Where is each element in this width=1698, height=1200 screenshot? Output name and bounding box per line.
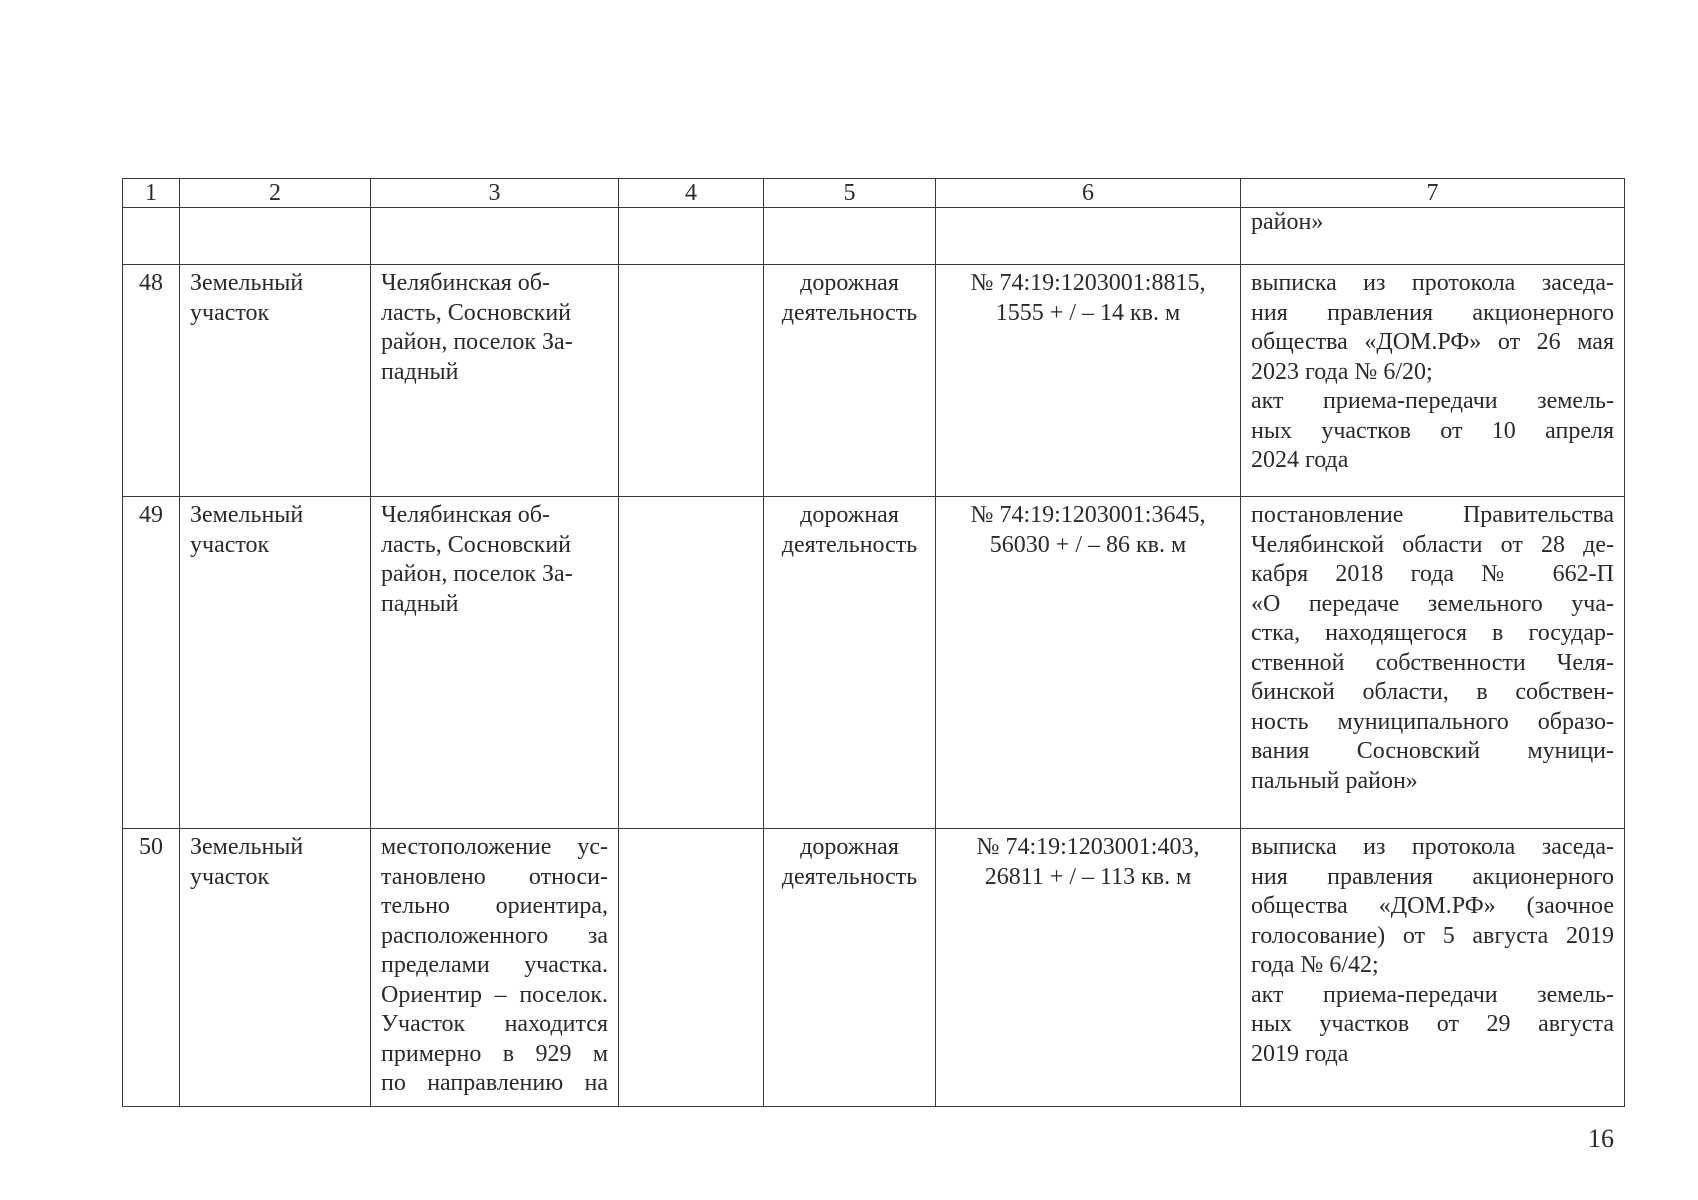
location-line: по направлению на xyxy=(381,1070,608,1096)
basis-line: 2019 года xyxy=(1251,1040,1349,1067)
ownership-basis xyxy=(1241,497,1625,829)
cell xyxy=(123,208,180,265)
basis-line: ных участков от 10 апреля xyxy=(1251,417,1614,444)
cell xyxy=(936,208,1241,265)
plot-area: 1555 + / – 14 кв. м xyxy=(995,299,1181,326)
location-line: район, поселок За- xyxy=(381,329,573,355)
basis-line: ния правления акционерного xyxy=(1251,863,1614,890)
object-location xyxy=(371,497,619,829)
basis-line: ность муниципального образо- xyxy=(1251,708,1614,735)
basis-line: Челябинской области от 28 де- xyxy=(1251,531,1614,558)
basis-line: 2023 года № 6/20; xyxy=(1251,358,1433,385)
basis-line: общества «ДОМ.РФ» от 26 мая xyxy=(1251,329,1614,355)
table-row xyxy=(123,829,1625,1107)
basis-line: выписка из протокола заседа- xyxy=(1251,834,1614,860)
basis-line: акт приема-передачи земель- xyxy=(1251,388,1614,414)
location-line: расположенного за xyxy=(381,922,608,949)
basis-line: пальный район» xyxy=(1251,767,1418,794)
column-number: 2 xyxy=(180,179,371,208)
basis-line: голосование) от 5 августа 2019 xyxy=(1251,922,1614,949)
location-line: Челябинская об- xyxy=(381,502,551,528)
basis-line: кабря 2018 года № 662-П xyxy=(1251,561,1614,587)
page-number: 16 xyxy=(1588,1124,1614,1153)
column-4-cell xyxy=(619,265,764,497)
location-line: падный xyxy=(381,590,459,617)
column-number: 1 xyxy=(123,179,180,208)
location-line: район, поселок За- xyxy=(381,561,573,587)
permitted-use: дорожная деятельность xyxy=(764,265,936,497)
cell xyxy=(764,208,936,265)
location-line: Челябинская об- xyxy=(381,270,551,296)
location-line: пределами участка. xyxy=(381,952,608,978)
cadastral-info xyxy=(936,265,1241,497)
basis-line: «О передаче земельного уча- xyxy=(1251,590,1614,617)
row-number: 50 xyxy=(123,829,180,1107)
location-line: местоположение ус- xyxy=(381,834,608,860)
cell xyxy=(619,208,764,265)
basis-line: вания Сосновский муници- xyxy=(1251,738,1614,764)
cell xyxy=(180,208,371,265)
object-location xyxy=(371,829,619,1107)
location-line: Участок находится xyxy=(381,1011,608,1037)
object-location xyxy=(371,265,619,497)
row-number: 48 xyxy=(123,265,180,497)
continuation-text: район» xyxy=(1241,208,1625,265)
column-number: 3 xyxy=(371,179,619,208)
cadastral-info xyxy=(936,497,1241,829)
basis-line: ния правления акционерного xyxy=(1251,299,1614,326)
plot-area: 26811 + / – 113 кв. м xyxy=(984,863,1192,890)
permitted-use: дорожная деятельность xyxy=(764,829,936,1107)
location-line: ласть, Сосновский xyxy=(381,531,572,558)
land-plots-table xyxy=(122,178,1625,1107)
permitted-use: дорожная деятельность xyxy=(764,497,936,829)
column-4-cell xyxy=(619,829,764,1107)
cadastral-number: № 74:19:1203001:8815, xyxy=(970,270,1206,296)
column-number: 7 xyxy=(1241,179,1625,208)
table-row xyxy=(123,497,1625,829)
ownership-basis xyxy=(1241,829,1625,1107)
location-line: Ориентир – поселок. xyxy=(381,981,608,1008)
location-line: падный xyxy=(381,358,459,385)
basis-line: общества «ДОМ.РФ» (заочное xyxy=(1251,893,1614,919)
basis-line: бинской области, в собствен- xyxy=(1251,679,1614,705)
basis-line: ных участков от 29 августа xyxy=(1251,1011,1614,1037)
location-line: тановлено относи- xyxy=(381,863,608,890)
column-4-cell xyxy=(619,497,764,829)
object-type: Земельный участок xyxy=(180,265,371,497)
column-number: 6 xyxy=(936,179,1241,208)
basis-line: года № 6/42; xyxy=(1251,952,1379,978)
table-row xyxy=(123,265,1625,497)
cadastral-number: № 74:19:1203001:3645, xyxy=(970,502,1206,528)
basis-line: акт приема-передачи земель- xyxy=(1251,981,1614,1008)
object-type: Земельный участок xyxy=(180,829,371,1107)
basis-line: ственной собственности Челя- xyxy=(1251,649,1614,676)
location-line: примерно в 929 м xyxy=(381,1040,608,1067)
cell xyxy=(371,208,619,265)
basis-line: постановление Правительства xyxy=(1251,502,1614,528)
plot-area: 56030 + / – 86 кв. м xyxy=(989,531,1187,558)
column-number-row xyxy=(123,179,1625,208)
location-line: тельно ориентира, xyxy=(381,893,608,919)
row-number: 49 xyxy=(123,497,180,829)
cadastral-number: № 74:19:1203001:403, xyxy=(976,834,1200,860)
column-number: 4 xyxy=(619,179,764,208)
basis-line: стка, находящегося в государ- xyxy=(1251,620,1614,646)
location-line: ласть, Сосновский xyxy=(381,299,572,326)
continuation-row xyxy=(123,208,1625,265)
ownership-basis xyxy=(1241,265,1625,497)
column-number: 5 xyxy=(764,179,936,208)
basis-line: выписка из протокола заседа- xyxy=(1251,270,1614,296)
basis-line: 2024 года xyxy=(1251,447,1349,473)
object-type: Земельный участок xyxy=(180,497,371,829)
cadastral-info xyxy=(936,829,1241,1107)
